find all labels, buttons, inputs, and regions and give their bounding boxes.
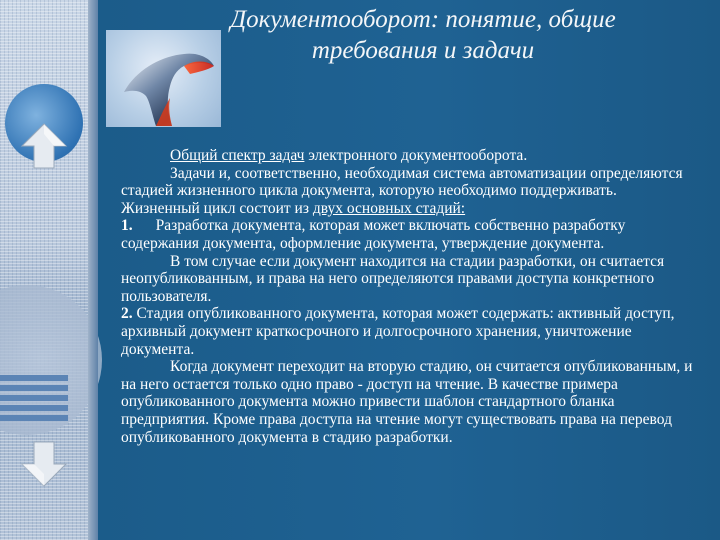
slide-body [121,147,695,446]
paragraph-1-lead: Общий спектр задач [170,147,305,164]
paragraph-1 [121,147,695,165]
paragraph-2-text: Задачи и, соответственно, необходимая система автоматизации определяются стадией жизненного цикла документа, которую необходимо поддерживать. Жизненный цикл состоит из [121,164,683,217]
list-item-1 [121,217,695,252]
decorative-bar [0,415,68,421]
list-item-2-number: 2. [121,305,133,323]
arrow-up-icon[interactable] [20,122,68,170]
sidebar-edge [88,0,98,540]
paragraph-2-link: двух основных стадий: [312,199,466,217]
decorative-sidebar [0,0,97,540]
paragraph-3: В том случае если документ находится на стадии разработки, он считается неопубликованным, и права на него определяются правами доступа конкретного пользователя. [121,252,665,305]
decorative-bar [0,375,68,381]
list-item-1-number: 1. [121,217,133,235]
list-item-2-text: Стадия опубликованного документа, которая может содержать: активный доступ, архивный документ краткосрочного и долгосрочного хранения, уничтожение документа. [121,305,675,358]
decorative-bar [0,385,68,391]
arrow-down-icon[interactable] [20,440,68,488]
title-line-2: требования и задачи [311,37,535,64]
paragraph-4: Когда документ переходит на вторую стадию, он считается опубликованным, и на него остается только одно право - доступ на чтение. В качестве примера опубликованного документа можно привести шаблон стандартного бланка предприятия. Кроме права доступа на чтение могут существовать права на перевод опубликованного документа в стадию разработки. [121,358,693,446]
paragraph-1-rest: электронного документооборота. [304,147,528,164]
list-item-2 [121,305,695,358]
title-line-1: Документооборот: понятие, общие [230,6,616,33]
paragraph-2 [121,165,695,218]
list-item-1-text: Разработка документа, которая может включать собственно разработку содержания документа, оформление документа, утверждение документа. [121,217,626,252]
slide-title [168,4,678,66]
decorative-bar [0,395,68,401]
decorative-bar [0,405,68,411]
decorative-bars [0,375,68,425]
